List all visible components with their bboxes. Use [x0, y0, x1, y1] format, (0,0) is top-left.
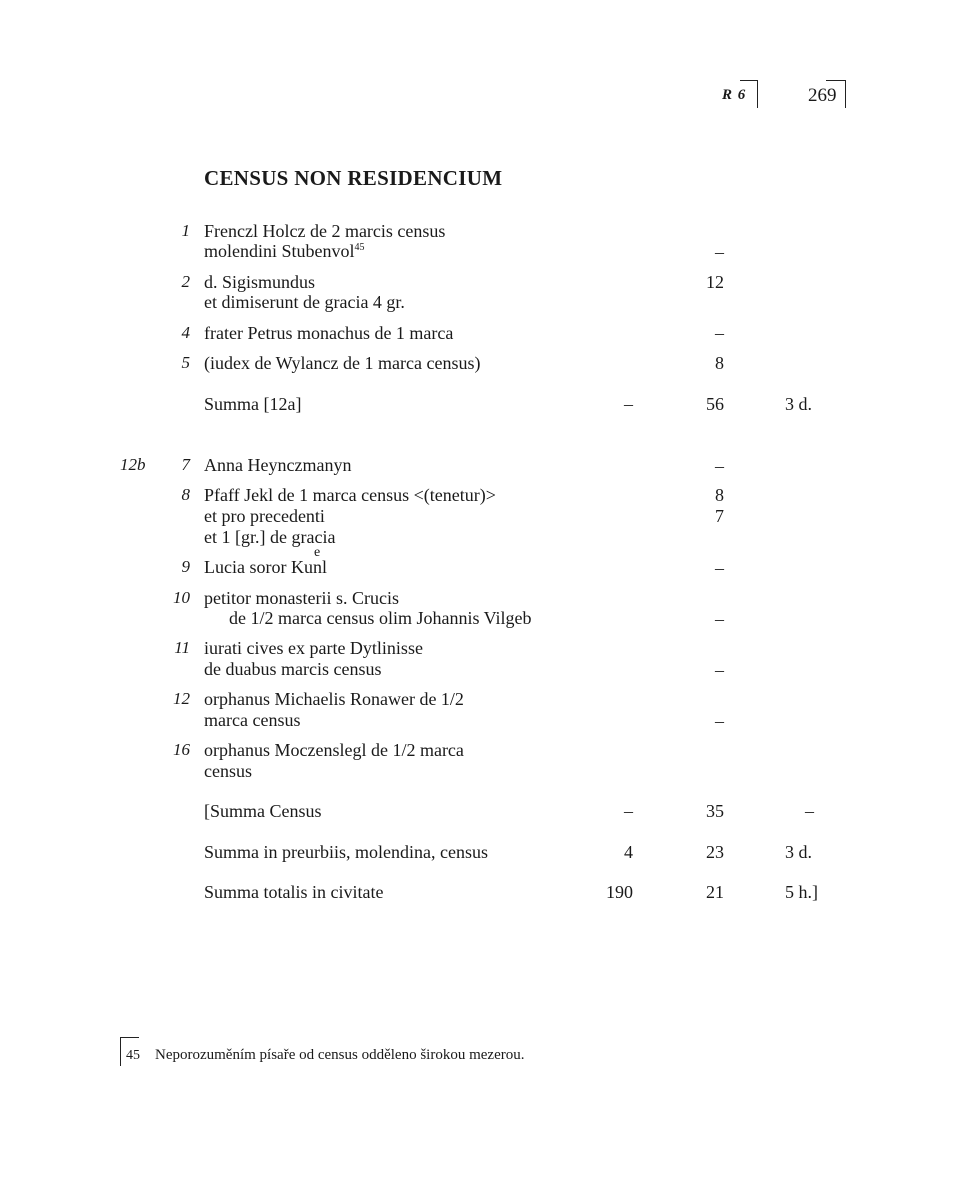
section-signature: R 6: [722, 87, 747, 103]
entry-text: orphanus Michaelis Ronawer de 1/2: [204, 689, 464, 709]
entry-text: frater Petrus monachus de 1 marca: [204, 323, 454, 343]
entry-text: Frenczl Holcz de 2 marcis census: [204, 221, 446, 241]
superscript-letter: e: [313, 545, 321, 560]
entry-text: petitor monasterii s. Crucis: [204, 588, 399, 608]
amount-denarii: 3 d.: [785, 394, 812, 414]
entry-number: 9: [181, 557, 190, 576]
entry-text: et dimiserunt de gracia 4 gr.: [204, 292, 405, 312]
amount-denarii: 5 h.]: [785, 882, 818, 902]
entry-number: 4: [181, 323, 190, 342]
entry-text: (iudex de Wylancz de 1 marca census): [204, 353, 481, 373]
entry-number: 7: [181, 455, 190, 474]
amount-groschen: –: [715, 609, 724, 629]
amount-groschen: 56: [706, 394, 724, 414]
entry-number: 8: [181, 485, 190, 504]
amount-groschen: 21: [706, 882, 724, 902]
amount-groschen: 7: [715, 506, 724, 526]
amount-marks: –: [624, 801, 633, 821]
footnote-text: Neporozuměním písaře od census odděleno širokou mezerou.: [155, 1047, 525, 1063]
entry-number: 16: [173, 740, 190, 759]
amount-marks: 4: [624, 842, 633, 862]
summa-label: Summa totalis in civitate: [204, 882, 384, 902]
amount-marks: –: [624, 394, 633, 414]
entry-text: Anna Heynczmanyn: [204, 455, 352, 475]
summa-label: Summa [12a]: [204, 394, 302, 414]
entry-text: de 1/2 marca census olim Johannis Vilgeb: [229, 608, 532, 628]
entry-number: 11: [174, 638, 190, 657]
amount-denarii: 3 d.: [785, 842, 812, 862]
page-number-bracket: [826, 80, 846, 108]
entry-number: 1: [181, 221, 190, 240]
footnote-reference[interactable]: 45: [354, 242, 365, 253]
summa-label: Summa in preurbiis, molendina, census: [204, 842, 488, 862]
signature-bracket: [740, 80, 758, 108]
amount-groschen: 12: [706, 272, 724, 292]
entry-text: orphanus Moczenslegl de 1/2 marca: [204, 740, 464, 760]
amount-groschen: –: [715, 456, 724, 476]
summa-label: [Summa Census: [204, 801, 322, 821]
amount-groschen: –: [715, 323, 724, 343]
entry-text: d. Sigismundus: [204, 272, 316, 292]
amount-groschen: 35: [706, 801, 724, 821]
entry-text: de duabus marcis census: [204, 659, 382, 679]
entry-text: census: [204, 761, 252, 781]
amount-denarii: –: [805, 801, 814, 821]
section-title: CENSUS NON RESIDENCIUM: [204, 166, 503, 190]
entry-number: 10: [173, 588, 190, 607]
entry-text: molendini Stubenvol$^{45}$: [204, 241, 365, 261]
amount-marks: 190: [606, 882, 633, 902]
entry-text: Pfaff Jekl de 1 marca census <(tenetur)>: [204, 485, 496, 505]
entry-number: 2: [181, 272, 190, 291]
amount-groschen: 23: [706, 842, 724, 862]
footnote-number: 45: [126, 1048, 140, 1063]
amount-groschen: –: [715, 711, 724, 731]
entry-number: 12: [173, 689, 190, 708]
amount-groschen: –: [715, 242, 724, 262]
entry-text: Lucia soror Ku e nl: [204, 545, 327, 577]
entry-text: iurati cives ex parte Dytlinisse: [204, 638, 423, 658]
entry-text: et pro precedenti: [204, 506, 325, 526]
entry-text: marca census: [204, 710, 301, 730]
entry-text: et 1 [gr.] de gracia: [204, 527, 336, 547]
page-number: 269: [808, 85, 837, 106]
amount-groschen: 8: [715, 485, 724, 505]
amount-groschen: –: [715, 660, 724, 680]
entry-number: 5: [181, 353, 190, 372]
folio-note: 12b: [120, 455, 146, 474]
amount-groschen: 8: [715, 353, 724, 373]
amount-groschen: –: [715, 558, 724, 578]
